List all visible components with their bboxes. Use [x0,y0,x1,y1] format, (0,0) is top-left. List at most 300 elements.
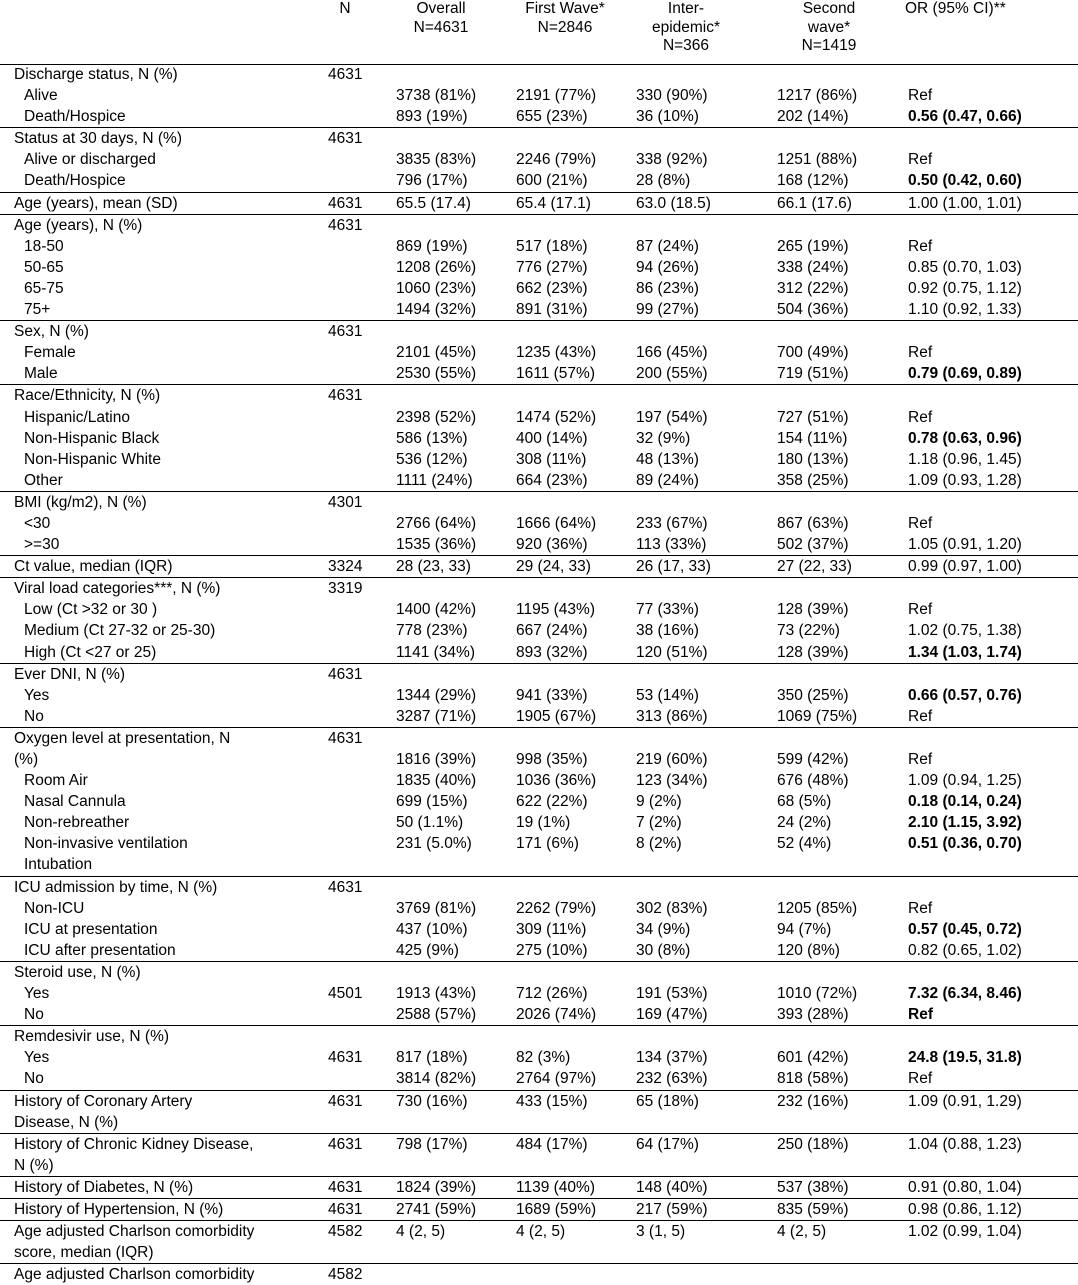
cell-or: 0.50 (0.42, 0.60) [908,172,1022,190]
cell-overall: 1060 (23%) [396,279,477,297]
cell-overall: 730 (16%) [396,1092,468,1110]
table-row [0,770,1078,791]
cell-inter-epidemic: 113 (33%) [636,536,707,554]
cell-second-wave: 1069 (75%) [777,707,858,725]
cell-or: 0.78 (0.63, 0.96) [908,429,1022,447]
header-inter-epidemic: Inter- epidemic* N=366 [651,0,721,54]
cell-or: 1.09 (0.91, 1.29) [908,1092,1022,1110]
cell-first-wave: 1036 (36%) [516,772,597,790]
cell-first-wave: 484 (17%) [516,1135,588,1153]
cell-or: 1.34 (1.03, 1.74) [908,643,1022,661]
cell-or: 7.32 (6.34, 8.46) [908,985,1022,1003]
row-label: Age (years), N (%) [14,216,143,234]
cell-overall: 796 (17%) [396,172,468,190]
cell-or: 0.79 (0.69, 0.89) [908,365,1022,383]
cell-first-wave: 517 (18%) [516,237,588,255]
cell-or: Ref [908,408,933,426]
cell-overall: 893 (19%) [396,108,468,126]
row-label: Remdesivir use, N (%) [14,1028,170,1046]
table-row [0,983,1078,1004]
table-row [0,620,1078,641]
cell-second-wave: 68 (5%) [777,793,832,811]
row-label: ICU at presentation [24,920,158,938]
cell-second-wave: 66.1 (17.6) [777,194,852,212]
cell-inter-epidemic: 36 (10%) [636,108,699,126]
cell-inter-epidemic: 330 (90%) [636,87,708,105]
cell-overall: 2398 (52%) [396,408,477,426]
table-row-group [0,1199,1078,1221]
cell-or: 1.18 (0.96, 1.45) [908,450,1022,468]
table-row-group [0,215,1078,321]
cell-or: Ref [908,899,933,917]
cell-overall: 1913 (43%) [396,985,477,1003]
cell-overall: 1141 (34%) [396,643,475,661]
cell-overall: 2101 (45%) [396,344,477,362]
row-label: Non-Hispanic Black [24,429,160,447]
table-row [0,193,1078,214]
cell-n: 3319 [328,580,363,598]
cell-first-wave: 655 (23%) [516,108,588,126]
table-row [0,706,1078,727]
table-row-group [0,1177,1078,1199]
row-label: Death/Hospice [24,172,126,190]
cell-n: 4631 [328,1092,363,1110]
cell-inter-epidemic: 9 (2%) [636,793,682,811]
cell-first-wave: 941 (33%) [516,686,588,704]
header-n: N [339,0,351,17]
table-row [0,1199,1078,1220]
cell-or: 1.09 (0.93, 1.28) [908,471,1022,489]
cell-or: Ref [908,601,933,619]
cell-inter-epidemic: 30 (8%) [636,941,691,959]
cell-or: 1.02 (0.75, 1.38) [908,622,1022,640]
cell-first-wave: 667 (24%) [516,622,588,640]
cell-inter-epidemic: 338 (92%) [636,151,708,169]
cell-inter-epidemic: 197 (54%) [636,408,708,426]
table-row [0,257,1078,278]
cell-or: Ref [908,344,933,362]
cell-second-wave: 835 (59%) [777,1200,849,1218]
cell-first-wave: 308 (11%) [516,450,587,468]
cell-first-wave: 1235 (43%) [516,344,597,362]
cell-first-wave: 1611 (57%) [516,365,595,383]
cell-or: 0.82 (0.65, 1.02) [908,941,1022,959]
cell-inter-epidemic: 148 (40%) [636,1178,708,1196]
cell-inter-epidemic: 28 (8%) [636,172,691,190]
cell-or: 0.91 (0.80, 1.04) [908,1178,1022,1196]
table-row-group [0,1264,1078,1285]
header-overall: Overall N=4631 [413,0,469,36]
table-row-group [0,1221,1078,1264]
cell-first-wave: 712 (26%) [516,985,588,1003]
cell-or: 1.09 (0.94, 1.25) [908,772,1022,790]
cell-first-wave: 1905 (67%) [516,707,597,725]
cell-or: Ref [908,514,933,532]
row-label: History of Diabetes, N (%) [14,1178,194,1196]
cell-or: Ref [908,151,933,169]
cell-or: 24.8 (19.5, 31.8) [908,1049,1022,1067]
cell-second-wave: 350 (25%) [777,686,849,704]
cell-inter-epidemic: 86 (23%) [636,279,699,297]
table-row [0,106,1078,127]
row-label: Disease, N (%) [14,1113,119,1131]
row-label: Nasal Cannula [24,793,126,811]
table-row [0,599,1078,620]
table-row [0,1004,1078,1025]
row-label: score, median (IQR) [14,1244,154,1262]
table-row [0,1026,1078,1047]
table-row [0,299,1078,320]
cell-first-wave: 600 (21%) [516,172,588,190]
cell-first-wave: 664 (23%) [516,471,588,489]
cell-overall: 2741 (59%) [396,1200,477,1218]
cell-first-wave: 2764 (97%) [516,1070,597,1088]
row-label: Age (years), mean (SD) [14,194,178,212]
cell-inter-epidemic: 169 (47%) [636,1006,708,1024]
row-label: >=30 [24,536,60,554]
cell-or: Ref [908,751,933,768]
cell-overall: 869 (19%) [396,237,468,255]
cell-inter-epidemic: 53 (14%) [636,686,699,704]
cell-second-wave: 358 (25%) [777,471,849,489]
cell-second-wave: 700 (49%) [777,344,849,362]
row-label: ICU after presentation [24,941,176,959]
cell-n: 4631 [328,729,363,747]
cell-overall: 1824 (39%) [396,1178,477,1196]
cell-n: 4631 [328,387,363,405]
cell-n: 4631 [328,1049,363,1067]
cell-overall: 1835 (40%) [396,772,477,790]
cell-inter-epidemic: 94 (26%) [636,258,699,276]
cell-first-wave: 1195 (43%) [516,601,595,619]
row-label: Room Air [24,772,88,790]
cell-or: 1.00 (1.00, 1.01) [908,194,1022,212]
cell-inter-epidemic: 65 (18%) [636,1092,699,1110]
cell-overall: 3738 (81%) [396,87,477,105]
table-row-group [0,321,1078,385]
cell-overall: 1344 (29%) [396,686,477,704]
cell-n: 4582 [328,1266,363,1284]
cell-n: 4631 [328,323,363,341]
cell-overall: 3769 (81%) [396,899,477,917]
cell-overall: 1400 (42%) [396,601,477,619]
cell-overall: 3814 (82%) [396,1070,477,1088]
cell-second-wave: 27 (22, 33) [777,558,852,576]
cell-overall: 699 (15%) [396,793,468,811]
cell-overall: 1535 (36%) [396,536,477,554]
table-row-group [0,877,1078,962]
table-row [0,128,1078,149]
table-row [0,1264,1078,1285]
cell-overall: 586 (13%) [396,429,468,447]
cell-or: 0.92 (0.75, 1.12) [908,279,1022,297]
row-label: Discharge status, N (%) [14,66,178,83]
table-row [0,919,1078,940]
cell-first-wave: 662 (23%) [516,279,588,297]
cell-inter-epidemic: 200 (55%) [636,365,708,383]
table-row [0,363,1078,384]
row-label: 50-65 [24,258,64,276]
table-row [0,236,1078,257]
cell-inter-epidemic: 232 (63%) [636,1070,708,1088]
cell-first-wave: 1689 (59%) [516,1200,597,1218]
cell-overall: 2766 (64%) [396,514,477,532]
row-label: History of Coronary Artery [14,1092,193,1110]
table-row [0,385,1078,406]
row-label: Viral load categories***, N (%) [14,580,221,598]
row-label: No [24,1006,44,1024]
table-row [0,321,1078,342]
cell-inter-epidemic: 34 (9%) [636,920,691,938]
cell-second-wave: 338 (24%) [777,258,849,276]
cell-or: Ref [908,707,933,725]
cell-overall: 65.5 (17.4) [396,194,471,212]
row-label: Non-invasive ventilation [24,835,188,853]
table-row-group [0,128,1078,192]
table-row [0,449,1078,470]
cell-or: Ref [908,237,933,255]
cell-second-wave: 312 (22%) [777,279,849,297]
row-label: Female [24,344,76,362]
table-row [0,1091,1078,1112]
table-row [0,1177,1078,1198]
row-label: Race/Ethnicity, N (%) [14,387,161,405]
cell-second-wave: 128 (39%) [777,643,849,661]
table-row [0,962,1078,983]
cell-second-wave: 867 (63%) [777,514,849,532]
cell-first-wave: 29 (24, 33) [516,558,591,576]
table-row [0,470,1078,491]
row-label: History of Hypertension, N (%) [14,1200,224,1218]
row-label: <30 [24,514,51,532]
table-row-group [0,1091,1078,1134]
cell-second-wave: 1010 (72%) [777,985,858,1003]
cell-or: 1.02 (0.99, 1.04) [908,1223,1022,1241]
cell-or: 0.85 (0.70, 1.03) [908,258,1022,276]
cell-or: 0.57 (0.45, 0.72) [908,920,1022,938]
cell-second-wave: 1251 (88%) [777,151,858,169]
cell-first-wave: 2191 (77%) [516,87,597,105]
row-label: No [24,1070,44,1088]
cell-or: 0.56 (0.47, 0.66) [908,108,1022,126]
cell-overall: 4 (2, 5) [396,1223,446,1241]
cell-second-wave: 4 (2, 5) [777,1223,827,1241]
cell-first-wave: 893 (32%) [516,643,588,661]
row-label: No [24,707,44,725]
table-row [0,492,1078,513]
table-row [0,1242,1078,1263]
table-row-group [0,664,1078,728]
header-second-wave: Second wave* N=1419 [801,0,857,54]
cell-overall: 425 (9%) [396,941,459,959]
table-row [0,898,1078,919]
table-row [0,85,1078,106]
table-row [0,791,1078,812]
row-label: Yes [24,985,50,1003]
cell-second-wave: 94 (7%) [777,920,832,938]
table-row [0,513,1078,534]
cell-n: 4582 [328,1223,363,1241]
table-row-group [0,578,1078,663]
cell-overall: 1494 (32%) [396,301,477,319]
cell-second-wave: 232 (16%) [777,1092,849,1110]
row-label: (%) [14,751,39,768]
cell-or: 0.66 (0.57, 0.76) [908,686,1022,704]
cell-or: 1.05 (0.91, 1.20) [908,536,1022,554]
row-label: Male [24,365,58,383]
cell-second-wave: 719 (51%) [777,365,849,383]
cell-or: 0.99 (0.97, 1.00) [908,558,1022,576]
cell-first-wave: 1666 (64%) [516,514,597,532]
cell-second-wave: 393 (28%) [777,1006,849,1024]
row-label: Alive or discharged [24,151,156,169]
table-row [0,1155,1078,1176]
cell-overall: 1208 (26%) [396,258,477,276]
table-row-group [0,556,1078,578]
cell-inter-epidemic: 26 (17, 33) [636,558,711,576]
cell-overall: 1111 (24%) [396,471,473,489]
cell-or: 0.98 (0.86, 1.12) [908,1200,1022,1218]
cell-first-wave: 19 (1%) [516,814,571,832]
cell-first-wave: 1474 (52%) [516,408,597,426]
cell-overall: 50 (1.1%) [396,814,464,832]
cell-second-wave: 168 (12%) [777,172,849,190]
table-row-group [0,193,1078,215]
cell-overall: 1816 (39%) [396,751,477,768]
cell-overall: 798 (17%) [396,1135,468,1153]
cell-n: 4631 [328,194,363,212]
row-label: Status at 30 days, N (%) [14,130,182,148]
cell-inter-epidemic: 63.0 (18.5) [636,194,711,212]
table-row [0,854,1078,875]
cell-inter-epidemic: 217 (59%) [636,1200,708,1218]
cell-overall: 778 (23%) [396,622,468,640]
cell-inter-epidemic: 8 (2%) [636,835,682,853]
table-row [0,1047,1078,1068]
cell-second-wave: 1217 (86%) [777,87,858,105]
row-label: Steroid use, N (%) [14,963,141,981]
cell-inter-epidemic: 134 (37%) [636,1049,708,1067]
cell-first-wave: 400 (14%) [516,429,588,447]
cell-or: 0.51 (0.36, 0.70) [908,835,1022,853]
cell-n: 4631 [328,66,363,83]
cell-second-wave: 504 (36%) [777,301,849,319]
cell-first-wave: 1139 (40%) [516,1178,595,1196]
row-label: Non-rebreather [24,814,130,832]
cell-inter-epidemic: 302 (83%) [636,899,708,917]
cell-inter-epidemic: 123 (34%) [636,772,708,790]
cell-second-wave: 818 (58%) [777,1070,849,1088]
table-row [0,642,1078,663]
table-row [0,149,1078,170]
header-or: OR (95% CI)** [905,0,1006,17]
cell-second-wave: 537 (38%) [777,1178,849,1196]
row-label: High (Ct <27 or 25) [24,643,157,661]
cell-inter-epidemic: 48 (13%) [636,450,699,468]
cell-second-wave: 502 (37%) [777,536,849,554]
cell-second-wave: 599 (42%) [777,751,849,768]
table-row [0,812,1078,833]
cell-first-wave: 65.4 (17.1) [516,194,591,212]
cell-or: 2.10 (1.15, 3.92) [908,814,1022,832]
table-row-group [0,385,1078,491]
row-label: Age adjusted Charlson comorbidity [14,1266,255,1284]
table-row [0,64,1078,85]
row-label: Yes [24,686,50,704]
cell-second-wave: 202 (14%) [777,108,849,126]
cell-overall: 817 (18%) [396,1049,468,1067]
table-row [0,342,1078,363]
cell-inter-epidemic: 3 (1, 5) [636,1223,686,1241]
table-row [0,664,1078,685]
table-row [0,749,1078,770]
cell-first-wave: 2026 (74%) [516,1006,597,1024]
cell-n: 4631 [328,216,363,234]
cell-overall: 3287 (71%) [396,707,477,725]
row-label: 18-50 [24,237,64,255]
row-label: Hispanic/Latino [24,408,130,426]
row-label: N (%) [14,1156,54,1174]
cell-n: 4631 [328,1178,363,1196]
table-row [0,407,1078,428]
cell-or: Ref [908,87,933,105]
cell-overall: 3835 (83%) [396,151,477,169]
table-row [0,1221,1078,1242]
header-first-wave: First Wave* N=2846 [525,0,605,36]
cell-second-wave: 52 (4%) [777,835,832,853]
cell-or: 0.18 (0.14, 0.24) [908,793,1022,811]
cell-first-wave: 920 (36%) [516,536,588,554]
cell-n: 4631 [328,1200,363,1218]
cell-second-wave: 73 (22%) [777,622,840,640]
cell-n: 4631 [328,878,363,896]
cell-first-wave: 82 (3%) [516,1049,571,1067]
table-row [0,556,1078,577]
row-label: Other [24,471,63,489]
table-row [0,1134,1078,1155]
cell-first-wave: 275 (10%) [516,941,588,959]
table-row [0,877,1078,898]
row-label: Oxygen level at presentation, N [14,729,231,747]
cell-second-wave: 250 (18%) [777,1135,849,1153]
cell-inter-epidemic: 87 (24%) [636,237,699,255]
cell-overall: 536 (12%) [396,450,468,468]
cell-inter-epidemic: 38 (16%) [636,622,699,640]
cell-or: 1.04 (0.88, 1.23) [908,1135,1022,1153]
cell-inter-epidemic: 77 (33%) [636,601,699,619]
row-label: Intubation [24,856,93,874]
table-row-group [0,728,1078,877]
cell-second-wave: 265 (19%) [777,237,849,255]
row-label: BMI (kg/m2), N (%) [14,493,147,511]
table-row [0,215,1078,236]
cell-overall: 2588 (57%) [396,1006,477,1024]
cell-inter-epidemic: 191 (53%) [636,985,708,1003]
cell-n: 4631 [328,665,363,683]
table-row-group [0,1134,1078,1177]
cell-or: 1.10 (0.92, 1.33) [908,301,1022,319]
cell-second-wave: 676 (48%) [777,772,849,790]
cell-second-wave: 601 (42%) [777,1049,849,1067]
cell-second-wave: 154 (11%) [777,429,848,447]
row-label: 75+ [24,301,51,319]
cell-overall: 437 (10%) [396,920,468,938]
table-row [0,534,1078,555]
row-label: Alive [24,87,58,105]
cell-inter-epidemic: 120 (51%) [636,643,708,661]
cell-overall: 2530 (55%) [396,365,477,383]
row-label: ICU admission by time, N (%) [14,878,218,896]
